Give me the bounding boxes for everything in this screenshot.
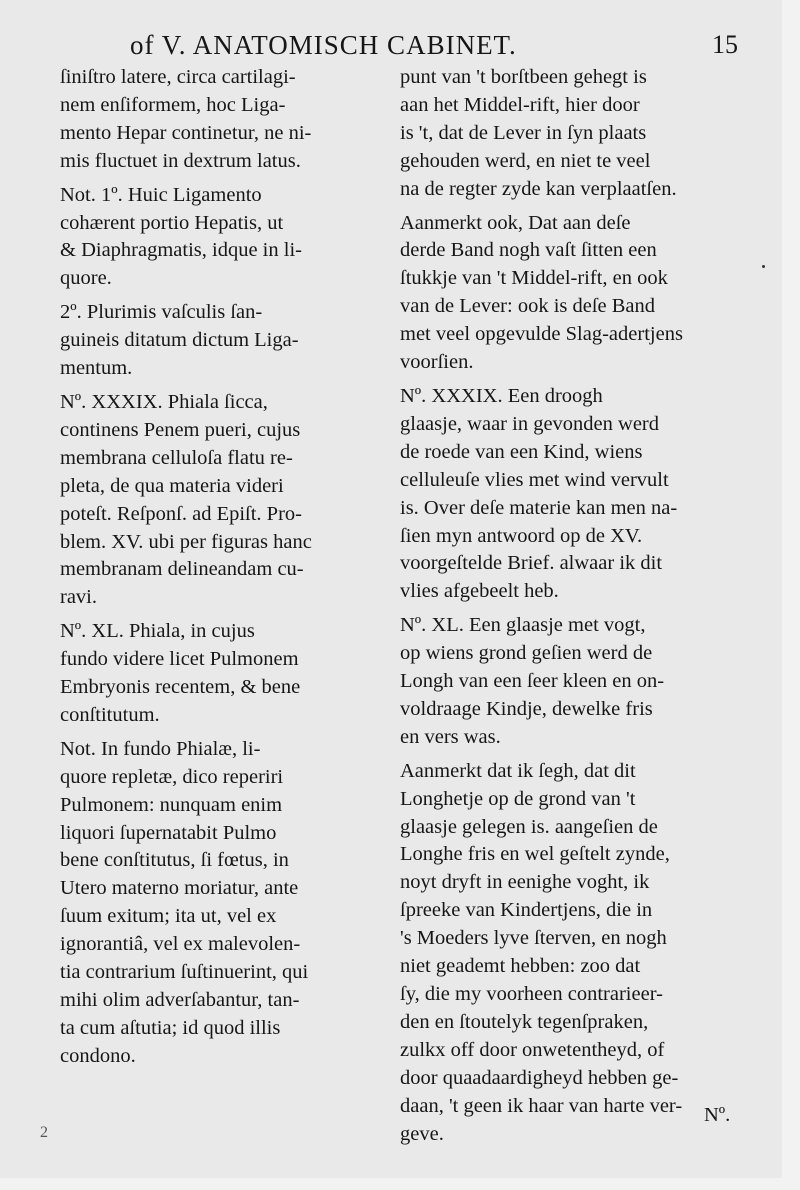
latin-text-line: membrana celluloſa flatu re- (60, 446, 293, 469)
page-header (0, 30, 782, 64)
dutch-text-line: door quaadaardigheyd hebben ge- (400, 1066, 679, 1089)
latin-text-line: ravi. (60, 586, 97, 609)
running-title: of V. ANATOMISCH CABINET. (130, 30, 517, 60)
latin-text-line: tia contrarium ſuſtinuerint, qui (60, 961, 309, 984)
dutch-text-line: celluleuſe vlies met wind vervult (400, 468, 669, 491)
dutch-text-line: is 't, dat de Lever in ſyn plaats (400, 121, 647, 144)
dutch-text-line: ſien myn antwoord op de XV. (400, 524, 643, 547)
dutch-text-line: aan het Middel-rift, hier door (400, 93, 640, 116)
dutch-text-line: na de regter zyde kan verplaatſen. (400, 177, 677, 200)
dutch-text-line: derde Band nogh vaſt ſitten een (400, 239, 657, 262)
latin-text-line: & Diaphragmatis, idque in li- (60, 239, 302, 262)
latin-text-line: cohærent portio Hepatis, ut (60, 211, 284, 234)
dutch-text-line: 's Moeders lyve ſterven, en nogh (400, 927, 667, 950)
latin-text-line: ſuum exitum; ita ut, vel ex (60, 905, 277, 928)
dutch-text-line: glaasje, waar in gevonden werd (400, 412, 659, 435)
dutch-column (400, 64, 746, 1148)
latin-text-line: membranam delineandam cu- (60, 558, 304, 581)
latin-text-line: mentum. (60, 357, 133, 380)
page-number: 15 (712, 30, 738, 59)
latin-text-line: fundo videre licet Pulmonem (60, 648, 299, 671)
dutch-text-line: is. Over deſe materie kan men na- (400, 496, 678, 519)
latin-text-line: Nº. XXXIX. Phiala ſicca, (60, 390, 268, 413)
latin-text-line: ta cum aſtutia; id quod illis (60, 1016, 281, 1039)
latin-text-line: poteſt. Reſponſ. ad Epiſt. Pro- (60, 502, 302, 525)
dutch-text-line: gehouden werd, en niet te veel (400, 149, 651, 172)
latin-text-line: quore repletæ, dico reperiri (60, 765, 284, 788)
dutch-text-line: Longhe fris en wel geſtelt zynde, (400, 843, 670, 866)
signature-mark: 2 (40, 1124, 48, 1141)
latin-text-line: ignorantiâ, vel ex malevolen- (60, 933, 301, 956)
latin-text-line: continens Penem pueri, cujus (60, 418, 301, 441)
dutch-text-line: voorſien. (400, 351, 474, 374)
latin-text-line: mihi olim adverſabantur, tan- (60, 989, 300, 1011)
latin-text-line: quore. (60, 267, 112, 290)
dutch-text-line: geve. (400, 1122, 444, 1145)
dutch-text-line: met veel opgevulde Slag-adertjens (400, 323, 683, 346)
latin-text-line: mis fluctuet in dextrum latus. (60, 149, 301, 172)
latin-text-line: guineis ditatum dictum Liga- (60, 329, 299, 352)
dutch-text-line: ſtukkje van 't Middel-rift, en ook (400, 267, 668, 290)
latin-text-line: ſiniſtro latere, circa cartilagi- (60, 66, 296, 88)
latin-text-line: Pulmonem: nunquam enim (60, 793, 283, 816)
latin-column (60, 64, 390, 1071)
latin-text-line: Not. 1º. Huic Ligamento (60, 183, 262, 206)
dutch-text-line: daan, 't geen ik haar van harte ver- (400, 1094, 683, 1117)
latin-text-line: condono. (60, 1044, 136, 1067)
catchword: Nº. (704, 1104, 731, 1126)
dutch-text-line: ſy, die my voorheen contrarieer- (400, 983, 663, 1005)
dutch-text-line: Nº. XXXIX. Een droogh (400, 384, 603, 407)
dutch-text-line: op wiens grond geſien werd de (400, 642, 653, 665)
dutch-text-line: glaasje gelegen is. aangeſien de (400, 815, 658, 838)
latin-text-line: Nº. XL. Phiala, in cujus (60, 620, 255, 643)
dutch-text-line: zulkx off door onwetentheyd, of (400, 1038, 665, 1061)
latin-text-line: Not. In fundo Phialæ, li- (60, 737, 261, 760)
dutch-text-line: voorgeſtelde Brief. alwaar ik dit (400, 552, 663, 575)
dutch-text-line: punt van 't borſtbeen gehegt is (400, 66, 647, 88)
latin-text-line: nem enſiformem, hoc Liga- (60, 93, 286, 116)
latin-text-line: conſtitutum. (60, 703, 160, 726)
dutch-text-line: Longhetje op de grond van 't (400, 787, 636, 810)
dutch-text-line: Longh van een ſeer kleen en on- (400, 670, 665, 693)
dutch-text-line: de roede van een Kind, wiens (400, 440, 643, 463)
dutch-text-line: den en ſtoutelyk tegenſpraken, (400, 1010, 649, 1033)
dutch-text-line: van de Lever: ook is deſe Band (400, 295, 656, 318)
latin-text-line: bene conſtitutus, ſi fœtus, in (60, 849, 289, 872)
latin-text-line: Embryonis recentem, & bene (60, 676, 301, 699)
dutch-text-line: Nº. XL. Een glaasje met vogt, (400, 614, 646, 637)
ink-spot (762, 265, 765, 268)
dutch-text-line: ſpreeke van Kindertjens, die in (400, 899, 653, 922)
latin-text-line: Utero materno moriatur, ante (60, 877, 299, 900)
dutch-text-line: voldraage Kindje, dewelke fris (400, 697, 653, 720)
dutch-text-line: Aanmerkt ook, Dat aan deſe (400, 211, 631, 234)
dutch-text-line: en vers was. (400, 725, 501, 748)
dutch-text-line: noyt dryft in eenighe voght, ik (400, 871, 650, 894)
dutch-text-line: vlies afgebeelt heb. (400, 580, 559, 603)
latin-text-line: mento Hepar continetur, ne ni- (60, 121, 312, 144)
dutch-text-line: Aanmerkt dat ik ſegh, dat dit (400, 759, 636, 782)
latin-text-line: pleta, de qua materia videri (60, 474, 284, 497)
dutch-text-line: niet geademt hebben: zoo dat (400, 955, 641, 978)
latin-text-line: blem. XV. ubi per figuras hanc (60, 530, 312, 553)
latin-text-line: 2º. Plurimis vaſculis ſan- (60, 301, 263, 324)
latin-text-line: liquori ſupernatabit Pulmo (60, 821, 277, 844)
